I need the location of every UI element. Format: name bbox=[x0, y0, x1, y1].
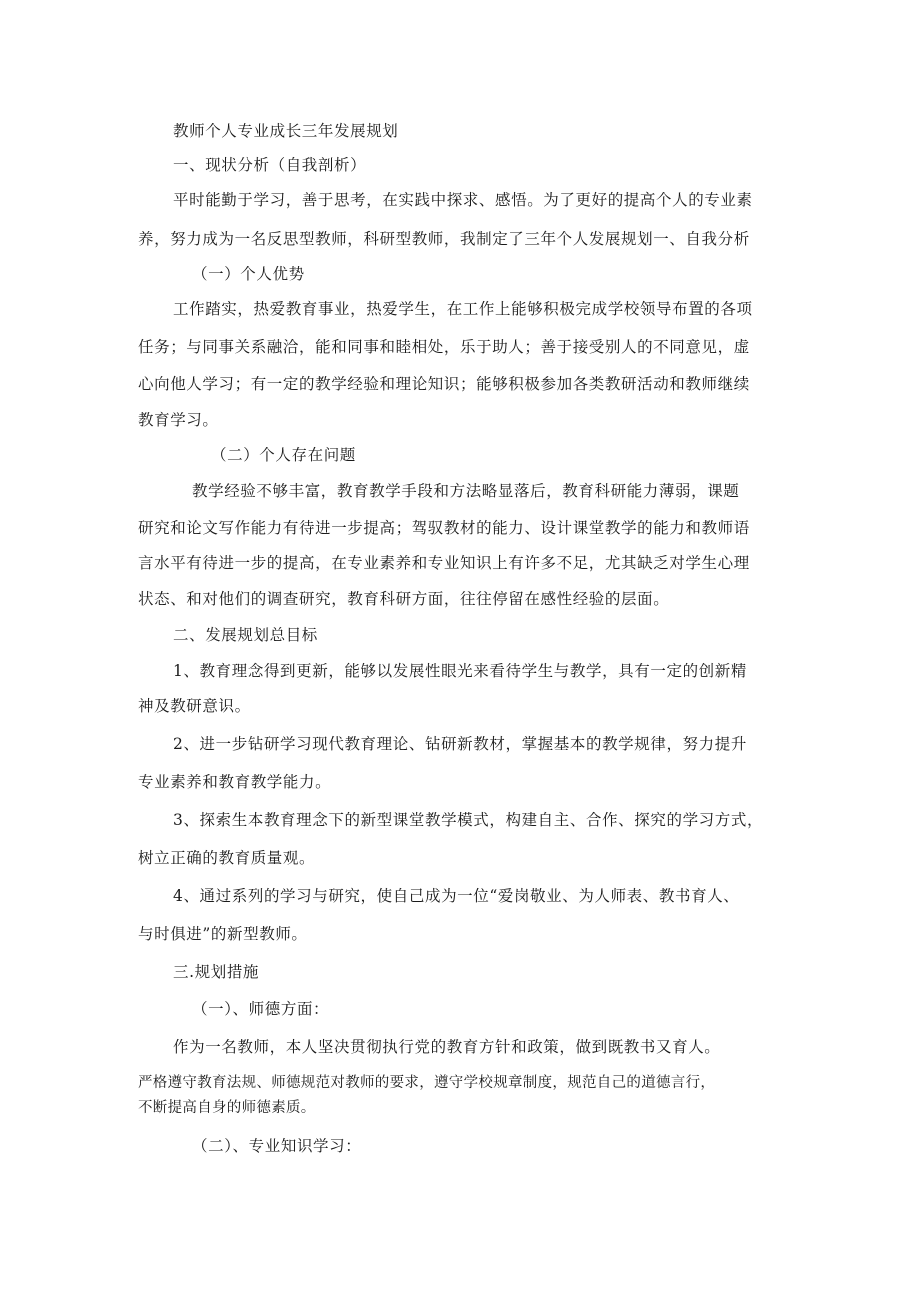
document-title: 教师个人专业成长三年发展规划 bbox=[173, 122, 399, 140]
goal-line: 4、通过系列的学习与研究，使自己成为一位“爱岗敬业、为人师表、教书育人、 bbox=[173, 887, 740, 905]
goal-line: 2、进一步钻研学习现代教育理论、钻研新教材，掌握基本的教学规律，努力提升 bbox=[173, 735, 747, 753]
goal-line: 1、教育理念得到更新，能够以发展性眼光来看待学生与教学，具有一定的创新精 bbox=[173, 662, 747, 680]
ethics-heading: （一）、师德方面： bbox=[192, 1000, 330, 1018]
section-3-heading: 三.规划措施 bbox=[173, 963, 260, 981]
paragraph-line: 教育学习。 bbox=[138, 411, 219, 429]
paragraph-line: 严格遵守教育法规、师德规范对教师的要求，遵守学校规章制度，规范自己的道德言行， bbox=[138, 1075, 716, 1091]
paragraph-line: 研究和论文写作能力有待进一步提高；驾驭教材的能力、设计课堂教学的能力和教师语 bbox=[138, 519, 750, 537]
goal-line: 3、探索生本教育理念下的新型课堂教学模式，构建自主、合作、探究的学习方式， bbox=[173, 811, 764, 829]
paragraph-line: 工作踏实，热爱教育事业，热爱学生，在工作上能够积极完成学校领导布置的各项 bbox=[173, 300, 753, 318]
paragraph-line: 任务；与同事关系融洽，能和同事和睦相处，乐于助人；善于接受别人的不同意见，虚 bbox=[138, 338, 750, 356]
section-1-heading: 一、现状分析（自我剖析） bbox=[173, 156, 367, 174]
paragraph-line: 不断提高自身的师德素质。 bbox=[138, 1100, 316, 1116]
section-2-heading: 二、发展规划总目标 bbox=[173, 626, 318, 644]
knowledge-heading: （二）、专业知识学习： bbox=[192, 1137, 362, 1155]
problems-heading: （二）个人存在问题 bbox=[211, 446, 356, 464]
paragraph-line: 言水平有待进一步的提高，在专业素养和专业知识上有许多不足，尤其缺乏对学生心理 bbox=[138, 554, 750, 572]
goal-line: 与时俱进”的新型教师。 bbox=[138, 925, 308, 943]
paragraph-line: 教学经验不够丰富，教育教学手段和方法略显落后，教育科研能力薄弱，课题 bbox=[192, 482, 740, 500]
paragraph-line: 心向他人学习；有一定的教学经验和理论知识；能够积极参加各类教研活动和教师继续 bbox=[138, 375, 750, 393]
paragraph-line: 养，努力成为一名反思型教师，科研型教师，我制定了三年个人发展规划一、自我分析 bbox=[138, 230, 750, 248]
paragraph-line: 作为一名教师，本人坚决贯彻执行党的教育方针和政策，做到既教书又育人。 bbox=[173, 1038, 721, 1056]
strengths-heading: （一）个人优势 bbox=[192, 265, 305, 283]
paragraph-line: 平时能勤于学习，善于思考，在实践中探求、感悟。为了更好的提高个人的专业素 bbox=[173, 191, 753, 209]
goal-line: 神及教研意识。 bbox=[138, 697, 251, 715]
goal-line: 树立正确的教育质量观。 bbox=[138, 849, 316, 867]
goal-line: 专业素养和教育教学能力。 bbox=[138, 773, 332, 791]
paragraph-line: 状态、和对他们的调查研究，教育科研方面，往往停留在感性经验的层面。 bbox=[138, 590, 670, 608]
